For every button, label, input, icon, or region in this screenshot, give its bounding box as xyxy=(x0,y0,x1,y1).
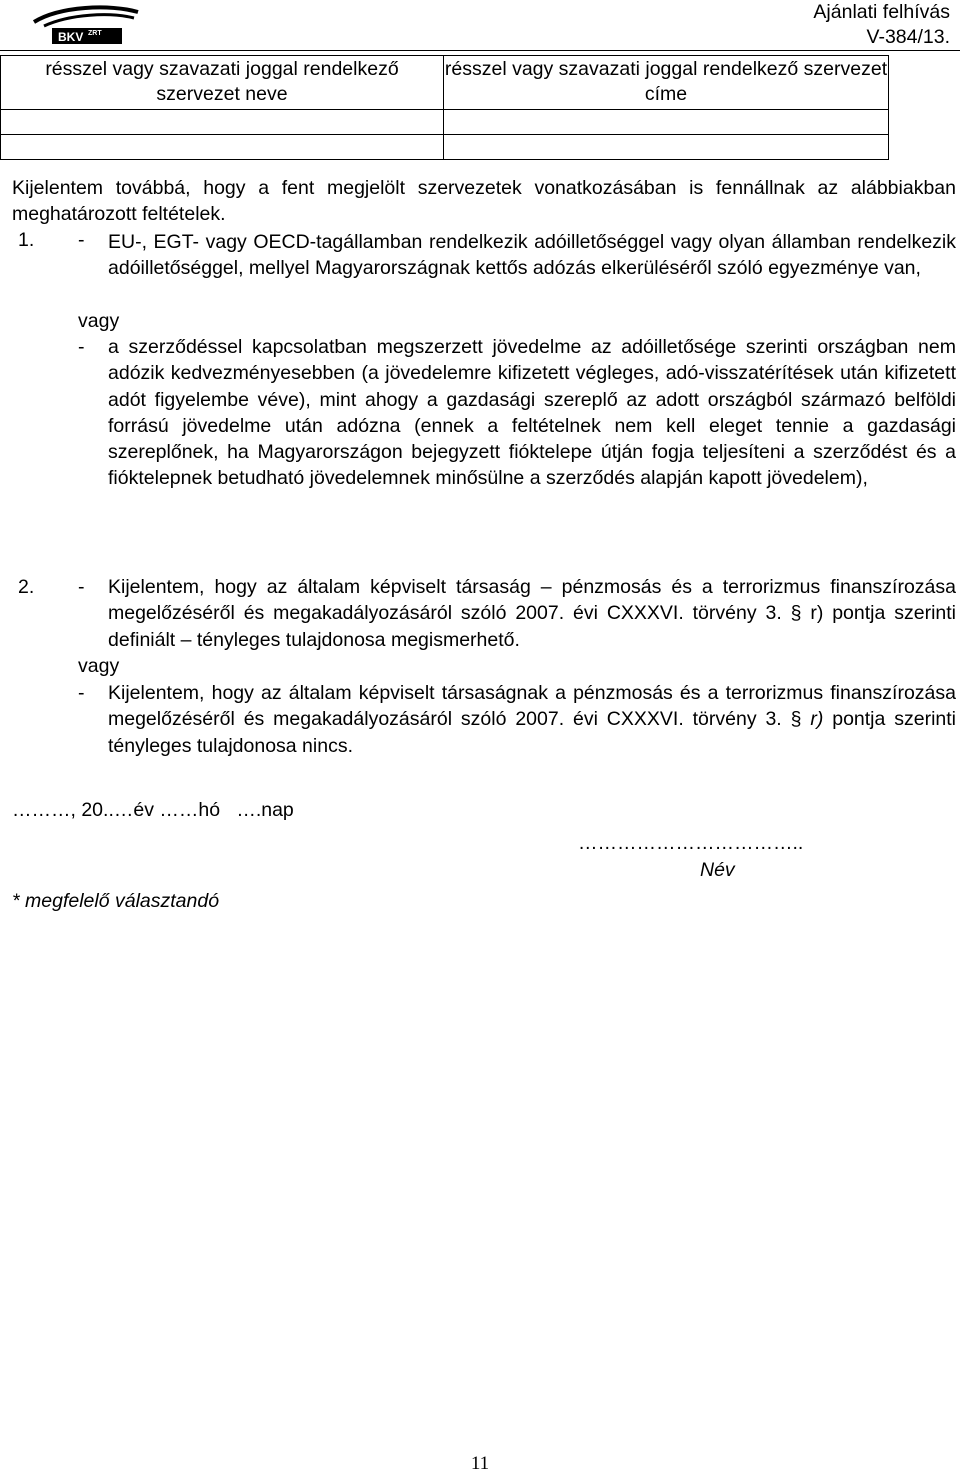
item-2-text-b-part1: Kijelentem, hogy az általam képviselt társaságnak a pénzmosás és a terrorizmus finanszírozása megelőzéséről és megakadályozásáról szóló 2007. évi CXXXVI. törvény 3. § xyxy=(108,682,956,731)
item-1-or: vagy xyxy=(78,310,120,332)
table-cell-address[interactable] xyxy=(444,110,889,135)
item-1-text-b: a szerződéssel kapcsolatban megszerzett jövedelme az adóilletősége szerinti országban nem adózik kedvezményesebben (a jövedelemre kifizetett végleges, adó-visszatérítések után kifizetett adót figyelembe véve), mint ahogy a gazdasági szereplő az adott országból származó belföldi forrású jövedelme után adózna (ennek a feltételnek nem kell eleget tennie a gazdasági szereplőnek, ha Magyarországon bejegyzett fióktelepe útján fogja teljesíteni a szerződést és a fióktelepnek betudható jövedelemnek minősülne a szerződés alapján kapott jövedelem), xyxy=(108,336,956,490)
item-1-text-a: EU-, EGT- vagy OECD-tagállamban rendelkezik adóilletőséggel vagy olyan államban rendelkezik adóilletőséggel, mellyel Magyarországnak kettős adózás elkerüléséről szóló egyezménye van, xyxy=(108,231,956,280)
svg-text:BKV: BKV xyxy=(58,30,84,44)
item-2-text-b xyxy=(108,680,956,759)
item-2-text-b-italic: r) xyxy=(810,708,824,731)
table-cell-name[interactable] xyxy=(1,135,444,160)
table-header-address: résszel vagy szavazati joggal rendelkező szervezet címe xyxy=(444,56,889,110)
item-2-text-a: Kijelentem, hogy az általam képviselt társaság – pénzmosás és a terrorizmus finanszírozása megelőzéséről és megakadályozásáról szóló 2007. évi CXXXVI. törvény 3. § r) pontja szerinti definiált – tényleges tulajdonosa megismerhető. xyxy=(108,576,956,651)
item-1-dash-a: - xyxy=(78,229,85,251)
table-row xyxy=(1,110,889,135)
table-row xyxy=(1,135,889,160)
header-title: Ajánlati felhívás xyxy=(813,1,950,23)
signature-dots[interactable]: …………………………….. xyxy=(578,832,804,854)
item-1-dash-b: - xyxy=(78,336,85,358)
intro-paragraph: Kijelentem továbbá, hogy a fent megjelölt szervezetek vonatkozásában is fennállnak az alábbiakban meghatározott feltételek. xyxy=(12,177,956,226)
header-info xyxy=(813,0,950,50)
table-cell-address[interactable] xyxy=(444,135,889,160)
organizations-table xyxy=(0,55,889,160)
item-1-number: 1. xyxy=(18,229,35,251)
table-header-name: résszel vagy szavazati joggal rendelkező szervezet neve xyxy=(1,56,444,110)
item-2-dash-b: - xyxy=(78,682,85,704)
bkv-logo xyxy=(30,2,142,46)
item-2-dash-a: - xyxy=(78,576,85,598)
footnote: * megfelelő választandó xyxy=(12,890,220,912)
svg-text:ZRT: ZRT xyxy=(88,30,102,37)
date-line[interactable]: ………, 20..…év ……hó ….nap xyxy=(12,799,294,821)
item-2-text-b-part2: pontja szerinti tényleges tulajdonosa nincs. xyxy=(108,708,957,757)
table-cell-name[interactable] xyxy=(1,110,444,135)
item-2-number: 2. xyxy=(18,576,35,598)
page-number: 11 xyxy=(470,1453,490,1474)
item-2-or: vagy xyxy=(78,655,120,677)
header-ref: V-384/13. xyxy=(866,26,950,48)
header-divider xyxy=(0,50,960,51)
signature-name-label: Név xyxy=(700,859,735,881)
